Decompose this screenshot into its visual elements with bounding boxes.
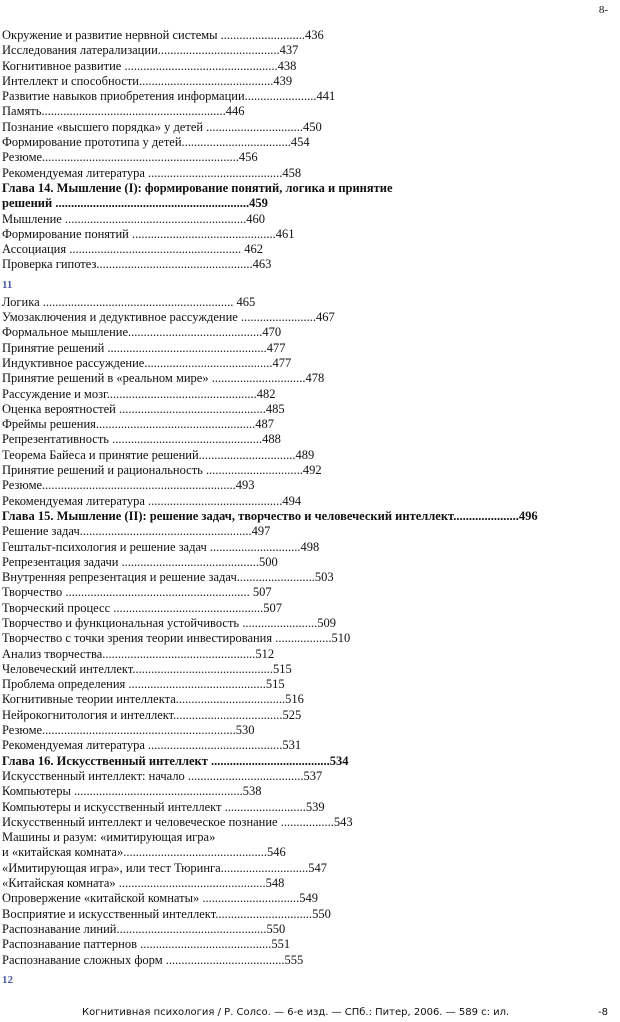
toc-entry: Человеческий интеллект.............................................515	[2, 661, 292, 676]
toc-entry: Окружение и развитие нервной системы ...........................436	[2, 28, 324, 42]
toc-entry: Восприятие и искусственный интеллект...............................550	[2, 906, 331, 921]
toc-entry: Распознавание паттернов ..........................................551	[2, 937, 291, 952]
toc-entry: Проверка гипотез..................................................463	[2, 257, 272, 272]
toc-entry: «Китайская комната» ...............................................548	[2, 876, 285, 891]
toc-entry: Компьютеры ......................................................538	[2, 784, 262, 799]
toc-entry: Оценка вероятностей ...............................................485	[2, 401, 285, 416]
toc-entry: Мышление ..........................................................460	[2, 211, 265, 226]
toc-entry: Умозаключения и дедуктивное рассуждение ........................467	[2, 310, 335, 325]
toc-entry: Творчество ........................................................... 507	[2, 585, 272, 600]
toc-entry: Формирование понятий ..............................................461	[2, 226, 295, 241]
footer-citation: Когнитивная психология / Р. Солсо. — 6-е изд. — СПб.: Питер, 2006. — 589 с: ил.	[82, 1007, 510, 1018]
toc-entry: Творчество и функциональная устойчивость ........................509	[2, 615, 336, 630]
toc-entry: Анализ творчества.................................................512	[2, 646, 275, 661]
toc-entry: Распознавание сложных форм ......................................555	[2, 952, 304, 967]
toc-entry: Компьютеры и искусственный интеллект ..........................539	[2, 799, 325, 814]
toc-entry: Глава 15. Мышление (II): решение задач, творчество и человеческий интеллект.....................496	[2, 508, 538, 523]
toc-entry: Рекомендуемая литература ...........................................494	[2, 493, 302, 508]
toc-entry: Репрезентативность ................................................488	[2, 432, 281, 447]
toc-entry: Нейрокогнитология и интеллект...................................525	[2, 707, 302, 722]
toc-entry: Глава 14. Мышление (I): формирование понятий, логика и принятие	[2, 180, 393, 195]
toc-entry: Ассоциация ....................................................... 462	[2, 242, 263, 257]
toc-entry: решений ..............................................................459	[2, 196, 268, 211]
toc-entry: Индуктивное рассуждение.........................................477	[2, 355, 292, 370]
toc-entry: Принятие решений и рациональность ...............................492	[2, 463, 322, 478]
toc-entry: Рекомендуемая литература ...........................................531	[2, 738, 302, 753]
toc-entry: Резюме...............................................................456	[2, 150, 258, 165]
toc-entry: Развитие навыков приобретения информации.......................441	[2, 89, 336, 104]
toc-entry: «Имитирующая игра», или тест Тюринга............................547	[2, 860, 327, 875]
toc-entry: Искусственный интеллект: начало .....................................537	[2, 768, 323, 783]
toc-entry: Принятие решений в «реальном мире» ..............................478	[2, 371, 325, 386]
toc-entry: Распознавание линий................................................550	[2, 921, 286, 936]
toc-entry: Машины и разум: «имитирующая игра»	[2, 830, 216, 845]
toc-entry: Творчество с точки зрения теории инвестирования ..................510	[2, 631, 351, 646]
toc-entry: Логика ............................................................. 465	[2, 294, 256, 309]
toc-entry: Искусственный интеллект и человеческое познание .................543	[2, 814, 353, 829]
toc-entry: Гештальт-психология и решение задач .............................498	[2, 539, 320, 554]
table-of-contents	[2, 28, 612, 990]
toc-entry: Резюме..............................................................493	[2, 478, 255, 493]
toc-entry: Формирование прототипа у детей...................................454	[2, 135, 310, 150]
toc-entry: Внутренняя репрезентация и решение задач.........................503	[2, 570, 334, 585]
toc-entry: Решение задач.......................................................497	[2, 524, 271, 539]
toc-entry: Проблема определения ............................................515	[2, 677, 285, 692]
toc-entry: Исследования латерализации.......................................437	[2, 43, 299, 58]
toc-entry: Когнитивное развитие .................................................438	[2, 58, 297, 73]
toc-section-1	[2, 28, 612, 273]
toc-entry: Теорема Байеса и принятие решений...............................489	[2, 447, 315, 462]
toc-section-2	[2, 295, 612, 968]
toc-entry: Память...........................................................446	[2, 104, 245, 119]
toc-entry: Рекомендуемая литература ...........................................458	[2, 165, 302, 180]
toc-entry: Фреймы решения...................................................487	[2, 417, 275, 432]
toc-entry: Репрезентация задачи ............................................500	[2, 554, 278, 569]
toc-entry: Рассуждение и мозг................................................482	[2, 386, 276, 401]
toc-entry: Принятие решений ...................................................477	[2, 340, 286, 355]
toc-entry: Опровержение «китайской комнаты» ...............................549	[2, 891, 318, 906]
toc-entry: Интеллект и способности...........................................439	[2, 73, 293, 88]
footer-page-number: -8	[598, 1007, 608, 1018]
toc-entry: Познание «высшего порядка» у детей ...............................450	[2, 119, 322, 134]
toc-entry: Творческий процесс ................................................507	[2, 600, 282, 615]
page-marker-12: 12	[2, 973, 13, 986]
page-number-top: 8-	[598, 4, 608, 16]
toc-entry: Когнитивные теории интеллекта...................................516	[2, 692, 304, 707]
page-marker-11: 11	[2, 278, 13, 291]
toc-entry: Формальное мышление...........................................470	[2, 325, 282, 340]
toc-entry: Глава 16. Искусственный интеллект ......................................534	[2, 753, 349, 768]
toc-entry: и «китайская комната»..............................................546	[2, 845, 286, 860]
toc-entry: Резюме..............................................................530	[2, 723, 255, 738]
